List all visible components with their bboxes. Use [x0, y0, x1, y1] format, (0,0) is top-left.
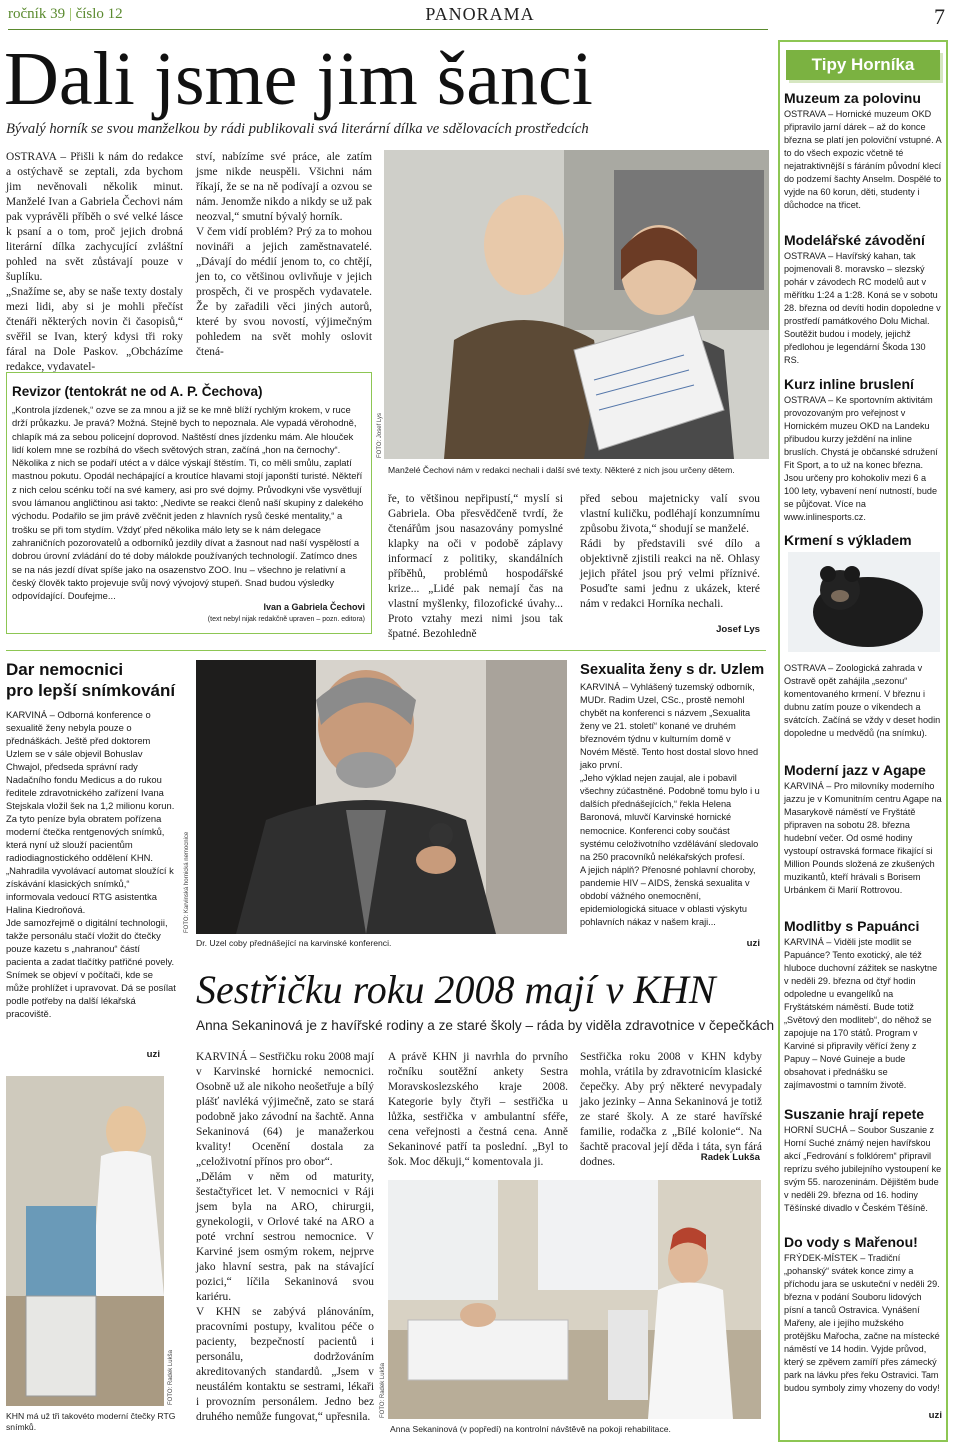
tip-text-modlitby: KARVINÁ – Viděli jste modlit se Papuánce? Tento exotický, ale též hluboce duchovní zážitek se naskytne v neděli 29. března od čtyř hodin odpoledne u evangelíků na Fryštátském náměstí. Bude totiž „Světový den modliteb“, do něhož se zapojuje na 170 států. Program v Karviné si připravily věřící ženy z Papuy – Nové Guineje a bude obsahovat i přednášku se zajímavostmi o tamním životě. — [784, 937, 938, 1090]
sestricka-signature: Radek Lukša — [700, 1152, 760, 1163]
lead-col-2: ství, nabízíme své práce, ale zatím jsme nikde neuspěli. Všichni nám říkají, že se na ně podívají a ozvou se nám. Jenomže nikdo a nikdy se už pak neozval,“ smutní bývalý horník. V čem vidí problém? Prý za to mohou novináři a jejich zaměstnavatelé. „Dávají do médií jenom to, co chtějí, jen to, co většinou ovlivňuje v jejich prospěch, či ve prospěch vydavatele. Že by zařadili věci jiných autorů, které by svou novostí, výjimečným pohledem na svět mohly oslovit čtená- — [196, 151, 372, 358]
revizor-box — [6, 372, 372, 634]
hospital-room-photo-art — [388, 1180, 761, 1419]
rtg-photo-caption: KHN má už tři takovéto moderní čtečky RTG snímků. — [6, 1411, 176, 1432]
issue-info: ročník 39 | číslo 12 — [8, 6, 123, 22]
doctor-photo-art — [196, 660, 567, 934]
volume-label: ročník 39 — [8, 6, 66, 22]
sexualita-title: Sexualita ženy s dr. Uzlem — [580, 662, 765, 678]
tip-heading-marena: Do vody s Mařenou! — [784, 1234, 918, 1250]
couple-photo-caption: Manželé Čechovi nám v redakci nechali i další své texty. Některé z nich jsou určeny dětem. — [388, 465, 735, 475]
doctor-photo — [196, 660, 567, 934]
couple-photo-art — [384, 150, 769, 459]
tip-text-inline: OSTRAVA – Ke sportovním aktivitám provozovaným pro veřejnost v Hornickém muzeu OKD na Landeku přibudou kurzy ježdění na inline bruslích. Chystá je občanské sdružení Fit Sport, a to už na konec března. Jsou určeny pro kohokoliv mezi 6 a 100 lety, vybavení není nutností, bude se půjčovat. Více na www.inlinesports.cz. — [784, 395, 938, 522]
dar-text: KARVINÁ – Odborná konference o sexualitě ženy nebyla pouze o přednáškách. Ještě před doktorem Uzlem se v sále objevil Bohuslav Chwajol, předseda správní rady Nadačního fondu Medicus a do rukou ředitele zdravotnického zařízení Ivana Stejskala vložil šek na 1,2 milionu korun. Za tyto peníze byla obratem pořízena moderní čtečka rentgenových snímků, která nyní už slouží pacientům radiodiagnostického oddělení KHN. „Nahradila vyvolávací automat sloužící k získávání klasických snímků,“ informovala vedoucí RTG asistentka Halina Kiedroňová. Jde samozřejmě o digitální technologii, takže personálu stačí vložit do čtečky pouze kazetu s „nahranou“ částí pacienta a zadat tlačítky patřičné povely. Snímek se objeví v počítači, kde se může prohlížet i upravovat. Dá se posílat podle potřeby na další lékařská pracoviště. — [6, 709, 176, 1019]
sestricka-col-1: KARVINÁ – Sestřičku roku 2008 mají v Karvinské hornické nemocnici. Osobně už ale nikoho neošetřuje a bílý plášť navléká výjimečně, zato se stará podobně jako závodní na šachtě. Anna Sekaninová (64) je manažerkou kvality! Ocenění dostala za „celoživotní přínos pro obor“. „Dělám v něm od maturity, šestačtyřicet let. V nemocnici v Ráji jsem byla na ARO, chirurgii, gynekologii, v Orlové také na ARO a poté vrchní sestrou nemocnice. V Karviné jsem osmým rokem, nejprve jako hlavní sestra, pak na stávající pozici,“ líčila Sekaninová svou kariéru. V KHN se zabývá plánováním, pracovními postupy, kvalitou péče o pacienty, bezpečností pacientů i personálu, dodržováním akreditovaných standardů. „Jsem v neustálém kontaktu se sestrami, lékaři i provozním personálem. Jedno bez druhého nemůže fungovat,“ upřesnila. — [196, 1051, 374, 1423]
sestricka-col-2: A právě KHN ji navrhla do prvního ročníku soutěžní ankety Sestra Moravskoslezského kraje 2008. Kategorie byly čtyři – sestřička u lůžka, sestřička v ambulantní sféře, cena veřejnosti a čestná cena. Anně Sekaninové patří ta poslední. „Byl to šok. Moc děkuji,“ komentovala ji. — [388, 1051, 568, 1168]
lead-col-3: ře, to většinou nepřipustí,“ myslí si Gabriela. Oba přesvědčeně tvrdí, že čtenářům jsou nasazovány pomyslné klapky na oči v podobě záplavy informací z politiky, skandálních příběhů, problémů hospodářské krize... „Lidé pak nemají čas na vlastní myšlenky, filozofické úvahy... Proto vztahy mezi nimi jsou tak špatné. Bezohledně — [388, 493, 563, 640]
sidebar-signature: uzi — [928, 1410, 942, 1421]
section-title: PANORAMA — [425, 4, 535, 24]
tip-heading-jazz: Moderní jazz v Agape — [784, 762, 926, 778]
lead-col-1: OSTRAVA – Přišli k nám do redakce a ostýchavě se zeptali, zda bychom jim nevěnovali několik minut. Manželé Ivan a Gabriela Čechovi nám pak vyprávěli příběh o své velké lásce k psaní a o tom, proč jejich drobná literární dílka zachycující zvláštní pohled na svět zůstávají pouze v šuplíku. „Snažíme se, aby se naše texty dostaly mezi lidi, aby si je mohli přečíst čtenáři některých novin či časopisů,“ svěřil se Ivan, který kdysi tři roky fáral na Dole Paskov. „Obcházíme redakce, vydavatel- — [6, 151, 183, 373]
issue-label: číslo 12 — [75, 6, 123, 22]
bear-photo — [788, 552, 940, 652]
rtg-photo-art — [6, 1076, 164, 1406]
dar-divider — [6, 650, 766, 651]
tip-heading-krmeni: Krmení s výkladem — [784, 532, 912, 548]
tip-text-krmeni: OSTRAVA – Zoologická zahrada v Ostravě opět zahájila „sezonu“ komentovaného krmení. V březnu i dubnu zatím pouze o víkendech a svátcích. Začíná se vždy v deset hodin dopoledne u medvědů (na snímku). — [784, 663, 941, 738]
doctor-photo-credit: FOTO: Karvinská hornická nemocnice — [184, 831, 190, 933]
tip-text-suszanie: HORNÍ SUCHÁ – Soubor Suszanie z Horní Suché známý nejen havířskou akcí „Fedrování s folklórem“ připravil reprízu svého jubilejního vystoupení ke svým 55. narozeninám. Dějištěm bude v neděli 29. března od 16. hodiny Těšínské divadlo v Českém Těšíně. — [784, 1125, 942, 1213]
sidebar-title: Tipy Horníka — [811, 55, 915, 74]
revizor-note: (text nebyl nijak redakčně upraven – pozn. editora) — [207, 616, 365, 623]
sestricka-subtitle: Anna Sekaninová je z havířské rodiny a ze staré školy – ráda by viděla zdravotnice v čepečkách — [196, 1018, 775, 1033]
lead-author: Josef Lys — [716, 624, 760, 635]
rtg-photo — [6, 1076, 164, 1406]
bear-photo-art — [788, 552, 940, 652]
header-rule — [8, 29, 768, 30]
tip-heading-modlitby: Modlitby s Papuánci — [784, 918, 920, 934]
lead-subtitle: Bývalý horník se svou manželkou by rádi publikovali svá literární dílka ve sdělovacích prostředcích — [6, 121, 589, 137]
rtg-photo-credit: FOTO: Radek Lukša — [168, 1350, 174, 1405]
dar-signature: uzi — [146, 1049, 160, 1060]
sexualita-signature: uzi — [746, 938, 760, 949]
sidebar-title-bar — [786, 50, 940, 80]
tip-text-marena: FRÝDEK-MÍSTEK – Tradiční „pohanský“ svátek konce zimy a příchodu jara se uskuteční v neděli 29. března v podání Souboru lidových písní a tanců Ostravica. Vynášení Mařeny, ale i jejího mužského protějšku Mařocha, začne na místecké náměstí ve 14 hodin. Vyjde průvod, který se zpěvem zamíří přes zámecký park na lávku přes řeku Ostravici. Tam budou symboly zimy vhozeny do vody! — [784, 1253, 940, 1393]
lead-title: Dali jsme jim šanci — [4, 37, 593, 121]
hospital-room-photo-caption: Anna Sekaninová (v popředí) na kontrolní návštěvě na pokoji rehabilitace. — [390, 1424, 671, 1434]
sestricka-title: Sestřičku roku 2008 mají v KHN — [196, 967, 716, 1012]
dar-title-2: pro lepší snímkování — [6, 681, 176, 700]
sexualita-text: KARVINÁ – Vyhlášený tuzemský odborník, MUDr. Radim Uzel, CSc., prostě nemohl chybět na konferenci s názvem „Sexualita ženy ve 21. století“ konané ve druhém březnovém týdnu v kulturním domě v Novém Městě. Tento host dostal slovo hned jako první. „Jeho výklad nejen zaujal, ale i pobavil všechny zúčastněné. Podobně tomu bylo i u dalších přednášejících,“ řekla Helena Baronová, mluvčí Karvinské hornické nemocnice. Konferenci coby součást systému celoživotního vzdělávání sledovalo na 250 pracovníků nelékařských profesí. A jejich náplň? Přenosné pohlavní choroby, pandemie HIV – AIDS, ženská sexualita v období vážného onemocnění, epidemiologická situace v oblasti výskytu pohlavních nákaz v našem kraji... — [580, 682, 760, 927]
sidebar — [778, 40, 948, 1442]
tip-text-jazz: KARVINÁ – Pro milovníky moderního jazzu je v Komunitním centru Agape na Masarykově náměstí ve Fryštátě připraven na sobotu 28. března hudební večer. Od osmé hodiny vystoupí ostravská formace řikající si Million Pounds složená ze zkušených muzikantů, kteří hrávali s Borisem Urbánkem či Marií Rottrovou. — [784, 781, 942, 895]
tip-text-modelarske: OSTRAVA – Havířský kahan, tak pojmenovali 8. moravsko – slezský pohár v závodech RC modelů aut v měřítku 1:24 a 1:28. Koná se v sobotu 28. března od devíti hodin dopoledne v prostředí památkového Dolu Michal. Soutěžit budou i modely, jejichž předlohou je legendární Škoda 130 RS. — [784, 251, 941, 365]
tip-heading-inline: Kurz inline bruslení — [784, 376, 914, 392]
hospital-room-photo-credit: FOTO: Radek Lukša — [380, 1363, 386, 1418]
tip-text-muzeum: OSTRAVA – Hornické muzeum OKD připravilo jarní dárek – až do konce března se platí jen poloviční vstupné. A to do všech expozic včetně té nejatraktivnější s fáráním původní klecí do podzemí šachty Anselm. Dospělé to vyjde na 60 korun, děti, studenty i důchodce na třicet. — [784, 109, 942, 210]
tip-heading-suszanie: Suszanie hrají repete — [784, 1106, 925, 1122]
couple-photo-credit: FOTO: Josef Lys — [377, 412, 383, 458]
tip-heading-modelarske: Modelářské závodění — [784, 232, 925, 248]
revizor-text: „Kontrola jízdenek,“ ozve se za mnou a již se ke mně blíží rychlým krokem, v ruce drží průkazku. Je pravá? Možná. Stejně bych to nepoznala. Ale vypadá věrohodně, chlapík má za sebou policejní doprovod. Naštěstí dnes jízdenku mám. Ale hlouček lidí kolem mne se rozbíhá do všech světových stran, začíná „hon na černochy“. Několika z nich se podaří utéct a v dálce výskají štěstím. Ti, co měli smůlu, zaplatí mastnou pokutu. Opodál nechápající a kroutíce hlavami stojí japonští turisté. Někteří z nich celou scénku točí na své kamery, asi pro své dojmy. Průvodkyni vše vysvětlují svou lámanou angličtinou asi takto: „Nedivte se reakci členů naší skupiny z dalekého východu. Podařilo se jim právě zvěčnit jeden z hlavních rysů české mentality,“ a trošku se při tom stydím. Vždyť před několika málo lety se k nám delegace zahraničních pozorovatelů a odborníků jezdily dívat a žasnout nad naší vyspělostí a dobrou úrovní zvládání do té doby málokde používaných technologií. Zatímco dnes se na nás jezdí dívat spíše jako na osazenstvo ZOO. Inu – všechno je relativní a český člověk takto projevuje svůj nový vývojový stupeň. Snad budou výsledky odpovídající. Doufejme... — [12, 404, 364, 602]
doctor-photo-caption: Dr. Uzel coby přednášející na karvinské konferenci. — [196, 938, 392, 948]
sestricka-col-3: Sestřička roku 2008 v KHN kdyby mohla, vrátila by zdravotnicím klasické čepečky. Aby prý některé nevypadaly jako jezinky – Anna Sekaninová je totiž ze staré školy. A ze staré havířské familie, rodačka z „Bílé kolonie“. Na šachtě pracoval její děda i táta, syn fárá dodnes. — [580, 1051, 762, 1168]
page-number: 7 — [934, 4, 945, 29]
dar-title-1: Dar nemocnici — [6, 660, 124, 679]
tip-heading-muzeum: Muzeum za polovinu — [784, 90, 921, 106]
hospital-room-photo — [388, 1180, 761, 1419]
revizor-signature: Ivan a Gabriela Čechovi — [263, 602, 365, 612]
lead-col-4: před sebou majetnicky valí svou vlastní kuličku, podléhají konzumnímu způsobu života,“ shodují se manželé. Rádi by představili své dílo a objektivně zjistili reakci na ně. Ohlasy jejich přátel jsou prý velmi příznivé. Posuďte sami jednu z ukázek, které nám v redakci Horníka nechali. — [580, 493, 760, 610]
couple-photo — [384, 150, 769, 459]
revizor-title: Revizor (tentokrát ne od A. P. Čechova) — [12, 384, 263, 399]
